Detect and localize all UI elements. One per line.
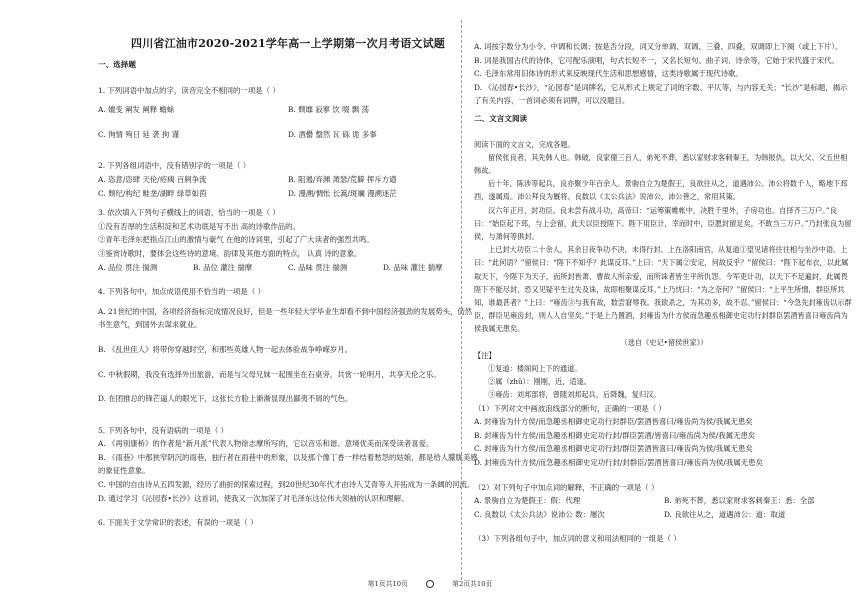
passage-intro: 阅读下面的文言文，完成各题。 xyxy=(474,139,575,149)
question-3-line-2: ②青年毛泽东把指点江山的激情与豪气 在他的诗词里，引起了广大读者的强烈共鸣。 xyxy=(98,235,374,245)
option-c: C. 中国的自由诗从五四发源，经历了曲折的探索过程，到20世纪30年代才由诗人艾青等人开拓成为一条阔的河流。 xyxy=(98,480,475,490)
section-heading-choice: 一、选择题 xyxy=(98,60,136,69)
option-a: A. 21世纪的中国，各项经济指标完成情况良好，但是一些年轻大学毕业生却看不到中国经济强劲的发展势头，仍然书生意气，到国外去谋求就业。 xyxy=(98,306,473,330)
question-2-stem: 2. 下列各组词语中，没有错别字的一项是（ ） xyxy=(98,161,251,171)
passage-paragraph-1: 留侯张良者，其先韩人也。韩破，良家僮三百人，弟死不葬，悉以家财求客刺秦王，为韩报仇，以大父、父五世相韩故。 xyxy=(474,152,848,175)
question-5-stem: 5. 下列各句中，没有语病的一项是（ ） xyxy=(98,425,229,435)
subquestion-1-option-a: A. 封雍齿为什方侯/而急趣丞相御史定功行封群臣/罢酒皆喜曰/雍齿尚为侯/我属无患矣 xyxy=(474,417,753,427)
question-2-options-row2 xyxy=(98,187,478,201)
subquestion-2-stem: （2）对下列句子中加点词的解释，不正确的一项是（ ） xyxy=(474,482,659,492)
option-c: C. 中秋假期，我没有选择外出旅游，而是与父母兄妹一起围坐在石桌旁，共赏一轮明月，共享天伦之乐。 xyxy=(98,369,441,379)
option-d: D. 良欲往从之，道遇沛公：道：取道 xyxy=(664,509,786,519)
left-column xyxy=(98,36,478,530)
option-d: D. 酒罍 罄然 瓦 砾 诡 多事 xyxy=(288,129,377,139)
note-3: ③雍齿：刘邦部将，曾随刘邦起兵，后降魏，复归汉。 xyxy=(488,390,661,400)
subquestion-1-option-c: C. 封雍齿为什方侯/而急趣丞相御史定功行封/群臣罢酒皆喜曰/雍齿尚为侯/我属无患矣 xyxy=(474,444,753,454)
option-c: C. 品味 贯注 揣测 xyxy=(288,262,348,272)
subquestion-1-option-b: B. 封雍齿为什方侯/而急趣丞相御史定功行封/群臣罢酒/皆喜曰/雍齿尚为侯/我属无患矣 xyxy=(474,430,756,440)
q6-option-a: A. 词按字数分为小令、中调和长调；按是否分段，词又分单调、双调、三叠、四叠，双调即上下阕（或上下片）。 xyxy=(474,42,843,51)
question-2-options-row1 xyxy=(98,173,478,187)
question-4-stem: 4. 下列各句中，加点成语使用不恰当的一项是（ ） xyxy=(98,287,265,297)
option-d: D. 品味 灌注 揣摩 xyxy=(383,262,443,272)
passage-paragraph-3: 汉六年正月，封功臣。良未尝有战斗功，高帝曰：“运筹策帷帐中，决胜千里外，子房功也。自择齐三万户。”良曰：“始臣起下邳，与上会留，此天以臣授陛下。陛下用臣计，幸而时中，臣愿封留足矣，不敢当三万户。”乃封张良为留侯，与萧何等俱封。 xyxy=(474,205,852,241)
option-c: C. 良数以《太公兵法》说沛公 数：屡次 xyxy=(474,509,605,519)
option-b: B. 品位 灌注 揣摩 xyxy=(193,262,253,272)
question-1-options-row2 xyxy=(98,128,478,142)
option-d: D. 漫溯/惆怅 长篙/斑斓 漫溯迷茫 xyxy=(288,188,397,198)
option-b: B. 《雨巷》中那狭窄阴沉的雨巷，独行者在雨巷中的形象，以及那个像丁香一样结着愁怨的姑娘，都是给人朦胧美感的象征性意象。 xyxy=(98,452,478,476)
subquestion-3-stem: （3）下列各组句子中，加点词的意义和用法相同的一组是（ ） xyxy=(474,534,681,544)
option-d: D. 通过学习《沁园春•长沙》这首词，使我又一次加深了对毛泽东这位伟大领袖的认识和理解。 xyxy=(98,493,409,503)
option-c: C. 颓纪/构纪 畦垄/湖畔 绿草如茵 xyxy=(98,188,207,198)
page-footer xyxy=(0,578,860,588)
question-3-line-1: ①没有否厚的生活积淀和艺术功底是写不出 高的诗歌作品的。 xyxy=(98,221,300,231)
passage-paragraph-4: 上已封大功臣二十余人，其余日夜争功不决，未得行封。上在洛阳南宫，从复道①望见诸将往往相与坐沙中语。上曰：“此何语？”留侯曰：“陛下不知乎？此谋反耳。”上曰：“天下属②安定，何故反乎？”留侯曰：“陛下起布衣，以此属取天下，今陛下为天子，而所封皆萧、曹故人所亲爱，而所诛者皆生平所仇怨。今军吏计功，以天下不足遍封，此属畏陛下不能尽封，恐又见疑平生过失及诛，故即相聚谋反耳。”上乃忧曰：“为之奈何？”留侯曰：“上平生所憎，群臣所共知，谁最甚者？”上曰：“雍齿③与我有故，数尝窘辱我。我欲杀之，为其功多，故不忍。”留侯曰：“今急先封雍齿以示群臣，群臣见雍齿封，则人人自坚矣。”于是上乃置酒，封雍齿为什方侯而急趣丞相御史定功行封群臣罢酒皆喜曰雍齿尚为侯我属无患矣。 xyxy=(474,245,852,334)
subquestion-1-stem: （1）下列对文中画波浪线部分的断句，正确的一项是（ ） xyxy=(474,403,666,413)
question-3-stem: 3. 依次填入下列句子横线上的词语，恰当的一项是（ ） xyxy=(98,208,280,218)
note-1: ①复道：楼阁间上下的通道。 xyxy=(488,364,582,374)
option-a: A. 恣意/恣肆 天伦/疮痍 百舸争流 xyxy=(98,174,207,184)
question-3-options xyxy=(98,261,478,275)
passage-paragraph-2: 后十年，陈涉等起兵，良亦聚少年百余人。景驹自立为楚假王，良欲往从之，道遇沛公。沛公将数千人，略地下邳西，遂属焉。沛公拜良为厩将。良数以《太公兵法》说沛公，沛公善之，常用其策。 xyxy=(474,179,848,202)
q6-option-d: D. 《沁园春•长沙》，“沁园春”是词牌名，它从形式上规定了词的字数、平仄等，与内容无关；“长沙”是标题，揭示了有关内容，一首词必须有词牌，可以没题目。 xyxy=(474,82,848,106)
question-6-stem: 6. 下面关于文学常识的表述，有误的一项是（ ） xyxy=(98,518,258,528)
option-b: B. 颓靡 寂寥 饮 啜 飘 荡 xyxy=(288,105,370,115)
option-d: D. 在团推总的锋芒逼人的眼光下，这张长方脸上渐渐显现出鄙夷不屑的气色。 xyxy=(98,394,353,404)
option-b: B. 弟死不葬，悉以家财求客刺秦王：悉：全部 xyxy=(664,496,815,506)
option-b: B. 阻遏/弃渊 萧瑟/荒僻 挥斥方遒 xyxy=(288,174,397,184)
subquestion-1-option-d: D. 封雍齿为什方侯/而急趣丞相御史定功行封/封群臣/罢酒皆喜曰/雍齿尚为侯/我属无患矣 xyxy=(474,458,763,467)
passage-source: （选自《史记•留侯世家》） xyxy=(620,337,708,347)
notes-heading: 【注】 xyxy=(474,350,496,360)
note-2: ②属（zhǔ）：刚刚，近，适逢。 xyxy=(488,377,591,387)
subquestion-2-options-row1 xyxy=(474,494,854,508)
q6-option-c: C. 毛泽东常用旧体诗的形式来反映现代生活和思想感情，这类诗歌属于现代诗歌。 xyxy=(474,69,743,79)
option-c: C. 徇情 殉日 延 袭 拘 谨 xyxy=(98,129,179,139)
page-title: 四川省江油市2020-2021学年高一上学期第一次月考语文试题 xyxy=(131,37,445,50)
option-a: A. 《再别康桥》的作者是“新月派”代表人物徐志摩所写的，它以音乐和谐、意境优美而深受读者喜爱。 xyxy=(98,439,434,449)
q6-option-b: B. 词是我国古代的诗体，它可配乐演唱，句式长短不一，又名长短句、曲子词、诗余等，它始于宋代盛于宋代。 xyxy=(474,55,839,65)
option-a: A. 品位 贯注 揣测 xyxy=(98,262,158,272)
option-a: A. 景驹自立为楚假王：假：代理 xyxy=(474,496,581,506)
footer-page-right: 第2页共10页 xyxy=(452,580,493,588)
question-1-options-row1 xyxy=(98,103,478,117)
section-heading-classical: 二、文言文阅读 xyxy=(474,113,528,123)
question-3-line-3: ③鉴赏诗歌时，要体会这些诗的意境、韵律及其他方面的特点， 认真 诗的意象。 xyxy=(98,248,362,258)
column-divider xyxy=(461,20,462,580)
right-column xyxy=(474,40,854,546)
subquestion-2-options-row2 xyxy=(474,508,854,522)
question-1-stem: 1. 下列词语中加点的字，读音完全不相同的一项是（ ） xyxy=(98,85,280,95)
option-b: B. 《乱世佳人》将带你穿越时空，和那些英雄人物一起去体验战争峥嵘岁月。 xyxy=(98,344,353,354)
passage xyxy=(474,138,854,402)
option-a: A. 嬗变 阐发 阐释 蟾蜍 xyxy=(98,105,175,115)
circle-separator-icon xyxy=(426,580,434,588)
footer-page-left: 第1页共10页 xyxy=(367,580,408,588)
